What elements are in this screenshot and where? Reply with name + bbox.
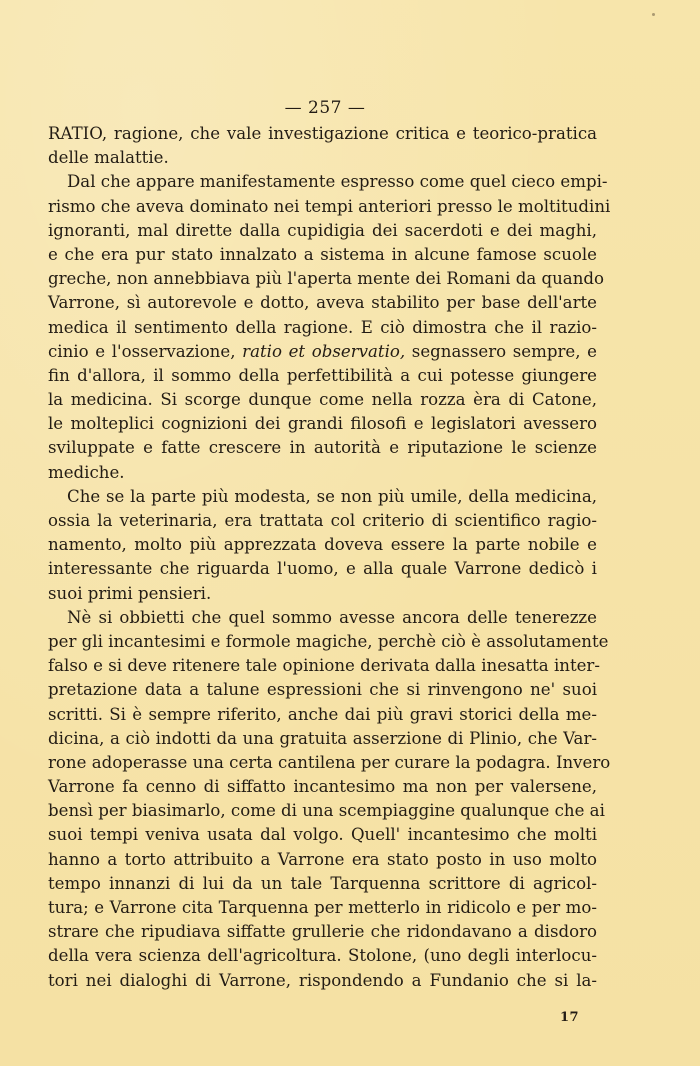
text-line: rismo che aveva dominato nei tempi anteriori presso le moltitudini: [48, 196, 611, 216]
text-line: tori nei dialoghi di Varrone, rispondendo a Fundanio che si la-: [48, 970, 597, 990]
text-line: Che se la parte più modesta, se non più umile, della medicina,: [67, 486, 597, 506]
latin-phrase: ratio et observatio,: [242, 341, 406, 361]
text-segment: segnassero sempre, e: [405, 341, 597, 361]
body-text: [48, 122, 611, 993]
paragraph-2: [48, 170, 611, 484]
text-line: le molteplici cognizioni dei grandi filosofi e legislatori avessero: [48, 414, 597, 434]
paragraph-1: [48, 122, 597, 170]
text-line: Dal che appare manifestamente espresso come quel cieco empi-: [67, 172, 608, 192]
text-line: rone adoperasse una certa cantilena per curare la podagra. Invero: [48, 752, 611, 772]
text-line: interessante che riguarda l'uomo, e alla quale Varrone dedicò i: [48, 559, 597, 579]
text-line: Nè si obbietti che quel sommo avesse ancora delle tenerezze: [67, 607, 597, 627]
text-line: e che era pur stato innalzato a sistema in alcune famose scuole: [48, 244, 597, 264]
text-line: ignoranti, mal dirette dalla cupidigia dei sacerdoti e dei maghi,: [48, 220, 597, 240]
paragraph-3: [48, 485, 597, 606]
text-line: namento, molto più apprezzata doveva essere la parte nobile e: [48, 535, 597, 555]
text-line: ossia la veterinaria, era trattata col criterio di scientifico ragio-: [48, 511, 597, 530]
text-line: fin d'allora, il sommo della perfettibilità a cui potesse giungere: [48, 365, 597, 385]
text-line: falso e si deve ritenere tale opinione derivata dalla inesatta inter-: [48, 656, 600, 676]
text-line: strare che ripudiava siffatte grullerie che ridondavano a disdoro: [48, 922, 597, 942]
text-line: la medicina. Si scorge dunque come nella rozza èra di Catone,: [48, 390, 597, 410]
text-line: della vera scienza dell'agricoltura. Stolone, (uno degli interlocu-: [48, 946, 597, 966]
text-line: tempo innanzi di lui da un tale Tarquenna scrittore di agricol-: [48, 873, 597, 893]
text-line: suoi primi pensieri.: [48, 583, 212, 603]
text-line: pretazione data a talune espressioni che si rinvengono ne' suoi: [48, 680, 597, 700]
text-line: tura; e Varrone cita Tarquenna per metterlo in ridicolo e per mo-: [48, 898, 597, 917]
text-line: suoi tempi veniva usata dal volgo. Quell' incantesimo che molti: [48, 825, 597, 845]
page-number: — 257 —: [284, 98, 366, 118]
text-line: scritti. Si è sempre riferito, anche dai più gravi storici della me-: [48, 704, 597, 724]
text-line: hanno a torto attribuito a Varrone era stato posto in uso molto: [48, 849, 597, 869]
paper-speck: [652, 13, 655, 16]
text-line: Varrone, sì autorevole e dotto, aveva stabilito per base dell'arte: [48, 293, 597, 313]
text-line: mediche.: [48, 462, 125, 482]
text-line: dicina, a ciò indotti da una gratuita asserzione di Plinio, che Var-: [48, 728, 597, 748]
text-line: [48, 340, 597, 364]
text-segment: cinio e l'osservazione,: [48, 341, 243, 361]
text-line: per gli incantesimi e formole magiche, perchè ciò è assolutamente: [48, 631, 609, 651]
paragraph-4: [48, 606, 611, 993]
text-line: medica il sentimento della ragione. E ciò dimostra che il razio-: [48, 317, 597, 337]
printer-signature-mark: 17: [560, 1010, 580, 1025]
text-line: RATIO, ragione, che vale investigazione critica e teorico-pratica: [48, 124, 597, 143]
text-line: sviluppate e fatte crescere in autorità e riputazione le scienze: [48, 438, 597, 458]
text-line: bensì per biasimarlo, come di una scempiaggine qualunque che ai: [48, 801, 605, 821]
text-line: Varrone fa cenno di siffatto incantesimo ma non per valersene,: [48, 777, 597, 797]
text-line: delle malattie.: [48, 148, 169, 168]
text-line: greche, non annebbiava più l'aperta mente dei Romani da quando: [48, 269, 605, 289]
